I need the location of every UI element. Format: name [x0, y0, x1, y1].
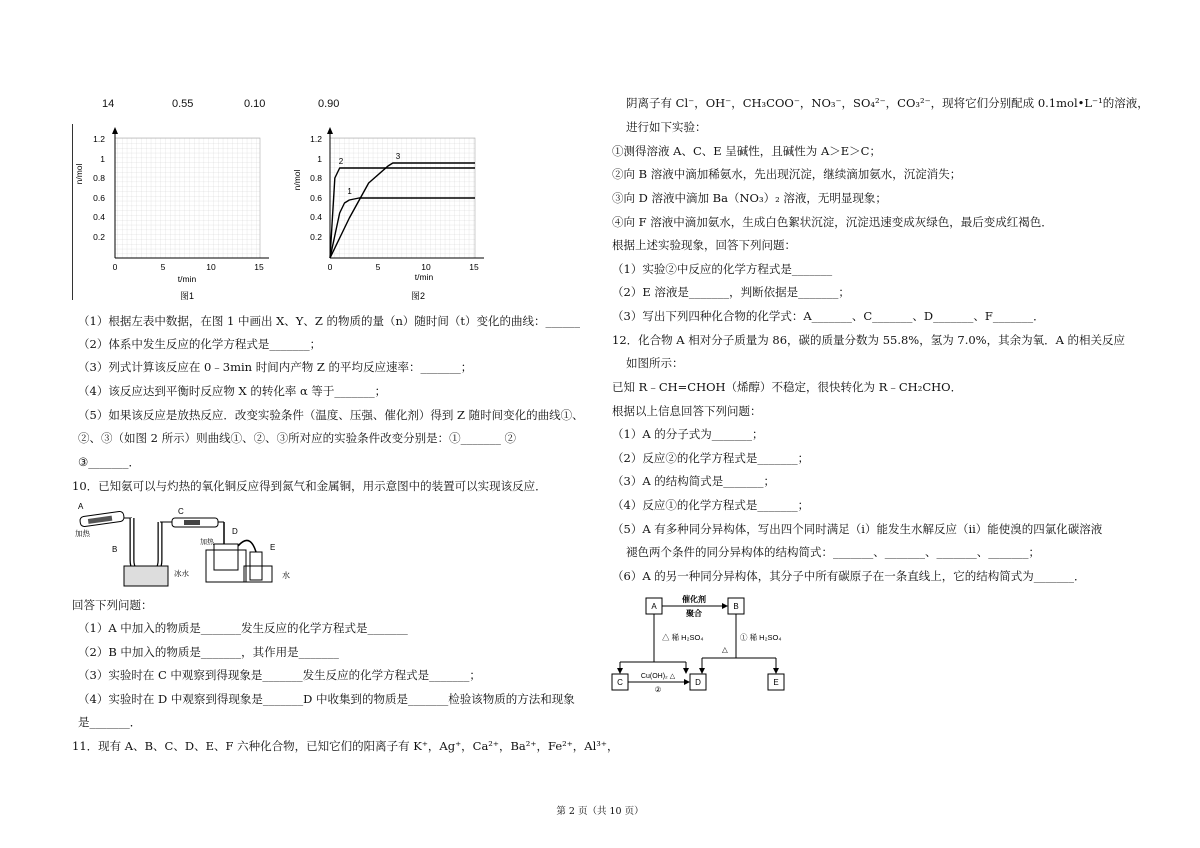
q11-answer-intro: 根据上述实验现象，回答下列问题： — [612, 238, 796, 252]
q11-exp1: ①测得溶液 A、C、E 呈碱性，且碱性为 A＞E＞C； — [612, 144, 881, 158]
fig2-curve-label: 2 — [338, 157, 344, 166]
fig2-caption: 图2 — [410, 291, 426, 301]
q9-part4: （4）该反应达到平衡时反应物 X 的转化率 α 等于_______； — [78, 384, 387, 398]
label-heat-a: 加热 — [75, 529, 90, 538]
q9-part3: （3）列式计算该反应在 0﹣3min 时间内产物 Z 的平均反应速率：_______； — [78, 360, 473, 374]
q12-stem: 12．化合物 A 相对分子质量为 86，碳的质量分数为 55.8%，氢为 7.0%，其余为氧．A 的相关反应 — [612, 333, 1126, 347]
fig1-ylabel: n/mol — [74, 163, 84, 185]
q12-answer-intro: 根据以上信息回答下列问题： — [612, 404, 762, 418]
q9-part5-cont: ②、③（如图 2 所示）则曲线①、②、③所对应的实验条件改变分别是：①_______ ② — [78, 431, 517, 445]
label-water: 水 — [282, 571, 290, 580]
q11-part2: （2）E 溶液是_______，判断依据是_______； — [612, 285, 850, 299]
table-border-line — [72, 124, 73, 300]
q10-part1: （1）A 中加入的物质是_______发生反应的化学方程式是_______ — [78, 621, 408, 635]
figure-1 — [74, 124, 284, 304]
q10-part3: （3）实验时在 C 中观察到得现象是_______发生反应的化学方程式是_______； — [78, 668, 481, 682]
fig2-xtick: 15 — [469, 262, 479, 272]
q12-known: 已知 R﹣CH=CHOH（烯醇）不稳定，很快转化为 R﹣CH₂CHO． — [612, 380, 963, 394]
q12-stem-cont: 如图所示： — [626, 356, 684, 370]
q10-intro: 回答下列问题： — [72, 598, 153, 612]
q12-part4: （4）反应①的化学方程式是_______； — [612, 498, 810, 512]
figure-2 — [292, 124, 506, 304]
fig2-ytick: 0.6 — [310, 193, 322, 203]
label-heat-c: 加热 — [200, 539, 214, 546]
scheme-label-d: D — [695, 678, 701, 687]
fig2-ytick: 0.4 — [310, 212, 322, 222]
fig2-xlabel: t/min — [414, 272, 434, 282]
fig1-xtick: 0 — [112, 262, 118, 272]
fig1-caption: 图1 — [179, 291, 195, 301]
table-value-3: 0.10 — [244, 98, 266, 110]
fig2-xtick: 0 — [327, 262, 333, 272]
label-a: A — [78, 502, 84, 511]
fig1-ytick: 0.4 — [93, 212, 105, 222]
q12-part3: （3）A 的结构简式是_______； — [612, 474, 776, 488]
fig2-curve-label: 3 — [395, 152, 401, 161]
fig1-ytick: 0.2 — [93, 232, 105, 242]
fig1-ytick: 0.8 — [93, 173, 105, 183]
fig1-xtick: 10 — [206, 262, 216, 272]
fig2-ytick: 0.8 — [310, 173, 322, 183]
scheme-cuoh2: Cu(OH)₂ △ — [640, 673, 676, 680]
q11-stem: 11．现有 A、B、C、D、E、F 六种化合物，已知它们的阳离子有 K⁺，Ag⁺，Ca²⁺，Ba²⁺，Fe²⁺，Al³⁺， — [72, 739, 619, 753]
label-d: D — [232, 527, 238, 536]
q9-part5: （5）如果该反应是放热反应．改变实验条件（温度、压强、催化剂）得到 Z 随时间变化的曲线①、 — [78, 408, 584, 422]
fig2-ytick: 1.2 — [310, 134, 322, 144]
q9-part1: （1）根据左表中数据，在图 1 中画出 X、Y、Z 的物质的量（n）随时间（t）变化的曲线：______ — [78, 314, 581, 328]
apparatus-diagram — [72, 500, 302, 590]
reaction-scheme — [606, 592, 806, 696]
table-value-2: 0.55 — [172, 98, 194, 110]
q12-part5-cont: 褪色两个条件的同分异构体的结构简式：_______、_______、_______、_______； — [626, 545, 1040, 559]
q11-exp3: ③向 D 溶液中滴加 Ba（NO₃）₂ 溶液，无明显现象； — [612, 191, 887, 205]
scheme-catalyst: 催化剂 — [682, 595, 706, 604]
q9-part2: （2）体系中发生反应的化学方程式是_______； — [78, 337, 322, 351]
page-footer: 第 2 页（共 10 页） — [556, 806, 644, 817]
label-e: E — [270, 543, 276, 552]
fig2-curve-label: 1 — [347, 187, 352, 196]
scheme-label-a: A — [651, 602, 657, 611]
table-value-1: 14 — [102, 98, 115, 110]
fig1-xtick: 15 — [254, 262, 264, 272]
scheme-left-condition: △ 稀 H₂SO₄ — [662, 633, 704, 642]
scheme-label-b: B — [733, 602, 739, 611]
q10-part4: （4）实验时在 D 中观察到得现象是_______D 中收集到的物质是_______检验该物质的方法和现象 — [78, 692, 575, 706]
q11-exp2: ②向 B 溶液中滴加稀氨水，先出现沉淀，继续滴加氨水，沉淀消失； — [612, 167, 962, 181]
scheme-label-c: C — [617, 678, 623, 687]
q12-part1: （1）A 的分子式为_______； — [612, 427, 764, 441]
q10-part4-cont: 是_______． — [78, 715, 142, 729]
scheme-label-e: E — [773, 678, 779, 687]
fig2-xtick: 5 — [375, 262, 381, 272]
fig2-ytick: 1 — [317, 154, 322, 164]
q12-part2: （2）反应②的化学方程式是_______； — [612, 451, 810, 465]
q11-anions: 阴离子有 Cl⁻，OH⁻，CH₃COO⁻，NO₃⁻，SO₄²⁻，CO₃²⁻，现将它们分别配成 0.1mol•L⁻¹的溶液， — [626, 96, 1149, 110]
q10-part2: （2）B 中加入的物质是_______，其作用是_______ — [78, 645, 339, 659]
q11-part1: （1）实验②中反应的化学方程式是_______ — [612, 262, 833, 276]
label-b: B — [112, 545, 118, 554]
fig1-xlabel: t/min — [177, 274, 197, 284]
fig2-xtick: 10 — [421, 262, 431, 272]
q11-intro: 进行如下实验： — [626, 120, 707, 134]
fig1-xtick: 5 — [160, 262, 166, 272]
scheme-step-2: ② — [654, 685, 662, 694]
fig2-ytick: 0.2 — [310, 232, 322, 242]
fig1-ytick: 1 — [100, 154, 105, 164]
label-c: C — [178, 507, 184, 516]
fig1-ytick: 1.2 — [93, 134, 105, 144]
scheme-right-heat: △ — [722, 645, 728, 654]
q12-part5: （5）A 有多种同分异构体，写出四个同时满足（i）能发生水解反应（ii）能使溴的四氯化碳溶液 — [612, 522, 1103, 536]
q9-part5-end: ③_______． — [78, 455, 141, 469]
q11-exp4: ④向 F 溶液中滴加氨水，生成白色絮状沉淀，沉淀迅速变成灰绿色，最后变成红褐色． — [612, 215, 1053, 229]
fig1-ytick: 0.6 — [93, 193, 105, 203]
q10-stem: 10．已知氨可以与灼热的氧化铜反应得到氮气和金属铜，用示意图中的装置可以实现该反应． — [72, 479, 547, 493]
q11-part3: （3）写出下列四种化合物的化学式：A_______、C_______、D_______、F_______． — [612, 309, 1045, 323]
scheme-right-condition: ① 稀 H₂SO₄ — [740, 633, 782, 642]
label-ice-water: 冰水 — [174, 569, 189, 578]
table-value-4: 0.90 — [318, 98, 340, 110]
scheme-polymerize: 聚合 — [686, 609, 702, 618]
q12-part6: （6）A 的另一种同分异构体，其分子中所有碳原子在一条直线上，它的结构简式为_______． — [612, 569, 1086, 583]
fig2-ylabel: n/mol — [292, 169, 302, 191]
